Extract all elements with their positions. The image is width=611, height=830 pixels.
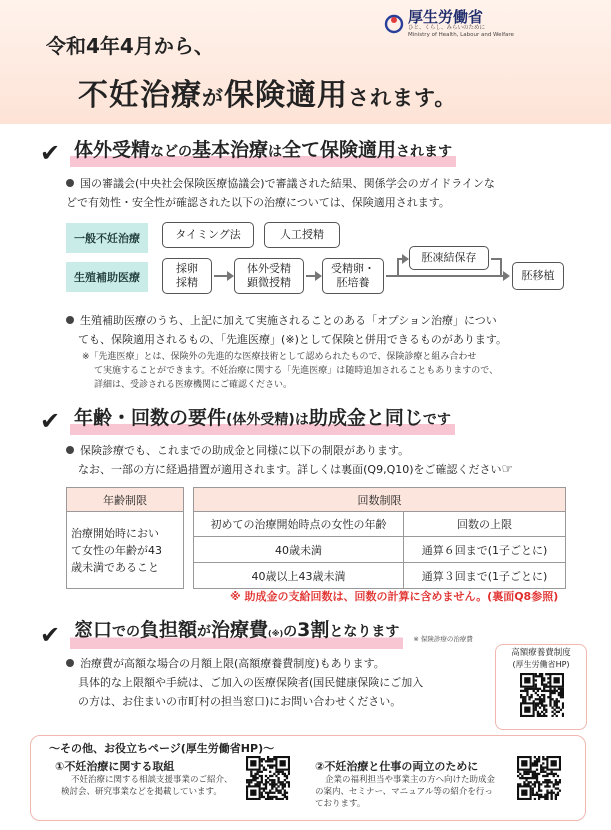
header-date-line: 令和4年4月から、 (46, 34, 214, 58)
section1-paragraph2 (66, 311, 586, 349)
arrow-icon (306, 275, 316, 277)
check-icon: ✔ (40, 139, 61, 167)
qr-code-icon[interactable] (246, 756, 290, 800)
bullet-icon (66, 316, 74, 324)
title-part: での (112, 624, 141, 640)
title-part: です (422, 412, 451, 428)
col-header-age: 初めての治療開始時点の女性の年齢 (194, 512, 404, 537)
table-cell-age: 40歳未満 (194, 537, 404, 563)
para-line: なお、一部の方に経過措置が適用されます。詳しくは裏面(Q9,Q10)をご確認ください (78, 463, 502, 476)
count-limit-header: 回数制限 (194, 488, 566, 512)
section2-title (70, 404, 455, 435)
para-line: 具体的な上限額や手続は、ご加入の医療保険者(国民健康保険にご加入 (78, 676, 424, 689)
category-assisted-reproduction: 生殖補助医療 (66, 262, 148, 292)
desc-line: 企業の福利担当や事業主の方へ向けた助成金 (325, 775, 496, 785)
para-line: 生殖補助医療のうち、上記に加えて実施されることのある「オプション治療」につい (80, 314, 497, 327)
logo-tagline-en: Ministry of Health, Labour and Welfare (408, 32, 514, 38)
table-cell-age: 40歳以上43歳未満 (194, 563, 404, 589)
logo-tagline: ひと、くらし、みらいのために (408, 25, 486, 31)
note-line: 詳細は、受診される医療機関にご確認ください。 (94, 380, 293, 390)
title-part: 基本治療 (192, 139, 269, 161)
header-banner (0, 0, 611, 124)
box-line: 顕微授精 (247, 276, 291, 289)
title-part: 窓口 (74, 619, 113, 641)
subsidy-count-note: ※ 助成金の支給回数は、回数の計算に含めません。(裏面Q8参照) (230, 590, 559, 603)
table-cell-limit: 通算６回まで(1子ごとに) (404, 537, 566, 563)
box-embryo-freezing: 胚凍結保存 (409, 246, 489, 270)
arrow-icon (397, 258, 403, 260)
box-line: 受精卵・ (331, 262, 375, 275)
bullet-icon (66, 659, 74, 667)
cell-line: 治療開始時におい (71, 526, 159, 540)
title-part: となります (329, 624, 400, 640)
check-icon: ✔ (40, 621, 61, 649)
title-part: 助成金と同じ (308, 407, 423, 429)
title-part: などの (150, 144, 193, 160)
title-part: が (202, 86, 224, 110)
section1-title (70, 136, 456, 167)
age-limit-cell (67, 512, 184, 589)
title-part: されます (396, 144, 453, 160)
pointing-hand-icon: ☞ (501, 462, 514, 477)
para-line: 国の審議会(中央社会保険医療協議会)で審議された結果、関係学会のガイドラインな (80, 177, 495, 190)
useful-link-1-desc (61, 774, 251, 798)
section1-paragraph1 (66, 174, 571, 212)
title-part: 保険適用 (224, 78, 348, 113)
bullet-icon (66, 446, 74, 454)
title-part: は (268, 144, 283, 160)
qr-code-icon[interactable] (517, 756, 561, 800)
para-line: の方は、お住まいの市町村の担当窓口)にお問い合わせください。 (78, 695, 402, 708)
section3-paragraph (66, 654, 494, 711)
section2-paragraph (66, 441, 596, 479)
col-header-limit: 回数の上限 (404, 512, 566, 537)
section2-heading (40, 404, 455, 435)
box-artificial-insemination: 人工授精 (264, 222, 340, 248)
qr-box-title: 高額療養費制度 (511, 648, 571, 658)
mhlw-logo[interactable] (384, 8, 592, 40)
cell-line: 歳未満であること (71, 560, 159, 574)
title-part: が (197, 624, 212, 640)
useful-pages-title: ～その他、お役立ちページ(厚生労働省HP)～ (49, 742, 275, 755)
advanced-medical-note (82, 350, 582, 392)
useful-link-1-title[interactable]: ①不妊治療に関する取組 (55, 760, 175, 773)
box-timing-method: タイミング法 (162, 222, 254, 248)
section3-heading (40, 616, 473, 649)
high-cost-medical-qr-box[interactable] (495, 644, 587, 730)
title-part: (※) (268, 629, 284, 638)
box-line: 体外受精 (247, 262, 291, 275)
table-gap (184, 488, 194, 512)
para-line: どで有効性・安全性が確認された以下の治療については、保険適用されます。 (66, 196, 450, 209)
title-part: されます。 (348, 86, 457, 110)
desc-line: ております。 (315, 799, 366, 809)
title-part: は (294, 412, 309, 428)
table-cell-limit: 通算３回まで(1子ごとに) (404, 563, 566, 589)
table-gap (184, 512, 194, 589)
box-ivf (234, 258, 304, 294)
limits-table (66, 487, 566, 589)
arrow-icon (386, 275, 504, 277)
box-line: 胚培養 (336, 276, 370, 289)
treatment-flow-diagram (66, 214, 564, 304)
box-egg-retrieval (162, 258, 212, 294)
page-title (78, 70, 456, 114)
check-icon: ✔ (40, 407, 61, 435)
para-line: 保険診療でも、これまでの助成金と同様に以下の制限があります。 (80, 444, 410, 457)
title-part: 3割 (297, 619, 330, 641)
qr-code-icon[interactable] (520, 673, 564, 717)
category-general-infertility: 一般不妊治療 (66, 223, 148, 253)
title-part: 年齢・回数の要件 (74, 407, 227, 429)
para-line: ても、保険適用されるもの、「先進医療」(※)として保険と併用できるものがあります。 (78, 333, 507, 346)
qr-box-subtitle: (厚生労働省HP) (512, 660, 570, 669)
section1-heading (40, 136, 456, 167)
logo-name: 厚生労働省 (408, 8, 484, 26)
box-line: 採精 (176, 276, 198, 289)
useful-link-2-desc (315, 774, 515, 810)
cell-line: て女性の年齢が43 (71, 543, 162, 557)
para-line: 治療費が高額な場合の月額上限(高額療養費制度)もあります。 (80, 657, 385, 670)
title-part: の (283, 624, 298, 640)
desc-line: の案内、セミナー、マニュアル等の紹介を行っ (315, 787, 493, 797)
section3-side-note: ※ 保険診療の治療費 (413, 635, 473, 643)
bullet-icon (66, 179, 74, 187)
title-part: 負担額 (140, 619, 198, 641)
box-embryo-culture (322, 258, 384, 294)
note-line: ※「先進医療」とは、保険外の先進的な医療技術として認められたもので、保険診療と組み合わせ (82, 352, 477, 362)
arrow-icon (214, 275, 228, 277)
title-part: 治療費 (211, 619, 269, 641)
title-part: 不妊治療 (78, 78, 202, 113)
useful-link-2-title[interactable]: ②不妊治療と仕事の両立のために (315, 760, 479, 773)
mhlw-logo-icon (384, 14, 404, 34)
section3-title (70, 616, 403, 649)
note-line: て実施することができます。不妊治療に関する「先進医療」は随時追加されることもありますので、 (94, 366, 499, 376)
age-limit-header: 年齢制限 (67, 488, 184, 512)
useful-pages-box (30, 735, 586, 821)
box-embryo-transfer: 胚移植 (512, 262, 564, 290)
box-line: 採卵 (176, 262, 198, 275)
title-part: 体外受精 (74, 139, 151, 161)
desc-line: 不妊治療に関する相談支援事業のご紹介、 (71, 775, 233, 785)
desc-line: 検討会、研究事業などを掲載しています。 (61, 787, 222, 797)
title-part: (体外受精) (226, 412, 295, 428)
title-part: 全て保険適用 (282, 139, 397, 161)
